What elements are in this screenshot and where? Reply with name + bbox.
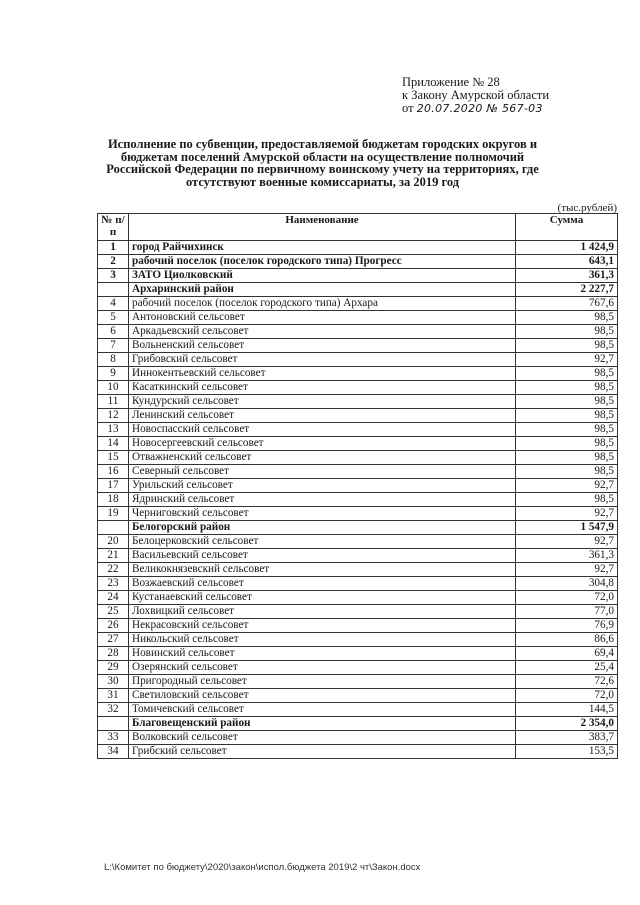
- table-row: [98, 311, 618, 325]
- row-sum: 383,7: [516, 731, 618, 745]
- row-sum: 767,6: [516, 297, 618, 311]
- row-name: Кустанаевский сельсовет: [129, 591, 516, 605]
- table-row: [98, 535, 618, 549]
- row-number: 16: [98, 465, 129, 479]
- row-name: Касаткинский сельсовет: [129, 381, 516, 395]
- row-sum: 98,5: [516, 437, 618, 451]
- row-sum: 361,3: [516, 269, 618, 283]
- row-sum: 92,7: [516, 507, 618, 521]
- row-sum: 92,7: [516, 535, 618, 549]
- row-number: 30: [98, 675, 129, 689]
- row-sum: 92,7: [516, 479, 618, 493]
- table-row: [98, 661, 618, 675]
- row-name: ЗАТО Циолковский: [129, 269, 516, 283]
- row-sum: 643,1: [516, 255, 618, 269]
- row-number: 32: [98, 703, 129, 717]
- row-sum: 153,5: [516, 745, 618, 759]
- table-row: [98, 521, 618, 535]
- row-number: 17: [98, 479, 129, 493]
- header-sum: Сумма: [516, 214, 618, 241]
- row-sum: 1 547,9: [516, 521, 618, 535]
- row-number: 12: [98, 409, 129, 423]
- row-number: 11: [98, 395, 129, 409]
- row-name: Отважненский сельсовет: [129, 451, 516, 465]
- row-name: Новинский сельсовет: [129, 647, 516, 661]
- table-row: [98, 549, 618, 563]
- table-body: [98, 241, 618, 759]
- table-row: [98, 395, 618, 409]
- row-name: город Райчихинск: [129, 241, 516, 255]
- row-number: 6: [98, 325, 129, 339]
- table-row: [98, 367, 618, 381]
- row-name: Волковский сельсовет: [129, 731, 516, 745]
- row-sum: 92,7: [516, 353, 618, 367]
- row-name: Кундурский сельсовет: [129, 395, 516, 409]
- table-row: [98, 563, 618, 577]
- row-number: 26: [98, 619, 129, 633]
- table-row: [98, 409, 618, 423]
- row-number: 8: [98, 353, 129, 367]
- row-number: 25: [98, 605, 129, 619]
- row-name: Вольненский сельсовет: [129, 339, 516, 353]
- appendix-law: к Закону Амурской области: [402, 88, 550, 102]
- table-row: [98, 479, 618, 493]
- row-number: [98, 283, 129, 297]
- table-row: [98, 255, 618, 269]
- row-name: Грибский сельсовет: [129, 745, 516, 759]
- table-row: [98, 283, 618, 297]
- table-row: [98, 465, 618, 479]
- row-number: 24: [98, 591, 129, 605]
- row-sum: 98,5: [516, 451, 618, 465]
- row-number: 1: [98, 241, 129, 255]
- row-sum: 25,4: [516, 661, 618, 675]
- row-name: Пригородный сельсовет: [129, 675, 516, 689]
- table-row: [98, 605, 618, 619]
- row-name: Новоспасский сельсовет: [129, 423, 516, 437]
- row-name: Аркадьевский сельсовет: [129, 325, 516, 339]
- row-name: Белогорский район: [129, 521, 516, 535]
- row-name: Возжаевский сельсовет: [129, 577, 516, 591]
- row-number: [98, 521, 129, 535]
- row-sum: 77,0: [516, 605, 618, 619]
- row-sum: 98,5: [516, 409, 618, 423]
- row-number: 13: [98, 423, 129, 437]
- table-row: [98, 325, 618, 339]
- row-name: Антоновский сельсовет: [129, 311, 516, 325]
- table-row: [98, 577, 618, 591]
- table-row: [98, 269, 618, 283]
- row-name: Томичевский сельсовет: [129, 703, 516, 717]
- row-sum: 92,7: [516, 563, 618, 577]
- row-sum: 1 424,9: [516, 241, 618, 255]
- row-sum: 2 227,7: [516, 283, 618, 297]
- row-number: 27: [98, 633, 129, 647]
- row-sum: 144,5: [516, 703, 618, 717]
- row-number: 14: [98, 437, 129, 451]
- row-number: [98, 717, 129, 731]
- row-sum: 98,5: [516, 311, 618, 325]
- row-sum: 86,6: [516, 633, 618, 647]
- table-row: [98, 507, 618, 521]
- row-number: 20: [98, 535, 129, 549]
- appendix-number: Приложение № 28: [402, 75, 500, 89]
- table-row: [98, 703, 618, 717]
- row-name: Озерянский сельсовет: [129, 661, 516, 675]
- subvention-table: [97, 213, 618, 759]
- row-name: Некрасовский сельсовет: [129, 619, 516, 633]
- table-row: [98, 591, 618, 605]
- row-number: 3: [98, 269, 129, 283]
- row-sum: 98,5: [516, 465, 618, 479]
- table-header-row: [98, 214, 618, 241]
- table-row: [98, 423, 618, 437]
- row-number: 33: [98, 731, 129, 745]
- row-sum: 361,3: [516, 549, 618, 563]
- table-row: [98, 689, 618, 703]
- row-sum: 98,5: [516, 339, 618, 353]
- row-number: 29: [98, 661, 129, 675]
- row-number: 31: [98, 689, 129, 703]
- row-name: Светиловский сельсовет: [129, 689, 516, 703]
- row-number: 5: [98, 311, 129, 325]
- appendix-date-prefix: от: [402, 101, 414, 115]
- row-name: Никольский сельсовет: [129, 633, 516, 647]
- row-name: Урильский сельсовет: [129, 479, 516, 493]
- row-sum: 98,5: [516, 325, 618, 339]
- file-path-footer: L:\Комитет по бюджету\2020\закон\испол.бюджета 2019\2 чт\Закон.docx: [104, 862, 421, 873]
- appendix-date: [402, 102, 549, 115]
- row-sum: 98,5: [516, 423, 618, 437]
- row-name: Благовещенский район: [129, 717, 516, 731]
- appendix-date-handwritten: 20.07.2020 № 567-03: [416, 102, 543, 115]
- row-sum: 72,0: [516, 689, 618, 703]
- table-row: [98, 381, 618, 395]
- table-row: [98, 731, 618, 745]
- units-label: (тыс.рублей): [557, 202, 617, 214]
- table-row: [98, 339, 618, 353]
- row-number: 2: [98, 255, 129, 269]
- table-row: [98, 493, 618, 507]
- row-name: Васильевский сельсовет: [129, 549, 516, 563]
- row-name: рабочий поселок (поселок городского типа) Архара: [129, 297, 516, 311]
- row-name: Северный сельсовет: [129, 465, 516, 479]
- table-row: [98, 633, 618, 647]
- header-name: Наименование: [129, 214, 516, 241]
- table-row: [98, 619, 618, 633]
- document-title: Исполнение по субвенции, предоставляемой бюджетам городских округов и бюджетам поселений Амурской области на осуществление полномочий Российской Федерации по первичному воинскому учету на территориях, где отсутствуют военные комиссариаты, за 2019 год: [106, 137, 539, 189]
- row-number: 34: [98, 745, 129, 759]
- row-number: 22: [98, 563, 129, 577]
- row-sum: 98,5: [516, 367, 618, 381]
- row-number: 21: [98, 549, 129, 563]
- row-number: 18: [98, 493, 129, 507]
- row-name: Белоцерковский сельсовет: [129, 535, 516, 549]
- row-name: рабочий поселок (поселок городского типа) Прогресс: [129, 255, 516, 269]
- row-name: Лохвицкий сельсовет: [129, 605, 516, 619]
- table-row: [98, 437, 618, 451]
- row-sum: 98,5: [516, 395, 618, 409]
- row-number: 4: [98, 297, 129, 311]
- row-name: Архаринский район: [129, 283, 516, 297]
- header-number: № п/п: [98, 214, 129, 241]
- table-row: [98, 353, 618, 367]
- table-row: [98, 297, 618, 311]
- row-number: 19: [98, 507, 129, 521]
- table-row: [98, 745, 618, 759]
- row-name: Черниговский сельсовет: [129, 507, 516, 521]
- table-row: [98, 241, 618, 255]
- row-number: 10: [98, 381, 129, 395]
- row-name: Ядринский сельсовет: [129, 493, 516, 507]
- row-name: Ленинский сельсовет: [129, 409, 516, 423]
- appendix-header: [402, 76, 549, 115]
- row-number: 15: [98, 451, 129, 465]
- row-sum: 98,5: [516, 493, 618, 507]
- row-name: Новосергеевский сельсовет: [129, 437, 516, 451]
- row-sum: 72,0: [516, 591, 618, 605]
- row-sum: 2 354,0: [516, 717, 618, 731]
- row-name: Грибовский сельсовет: [129, 353, 516, 367]
- row-number: 23: [98, 577, 129, 591]
- row-number: 7: [98, 339, 129, 353]
- table-row: [98, 647, 618, 661]
- row-sum: 72,6: [516, 675, 618, 689]
- row-number: 9: [98, 367, 129, 381]
- row-sum: 69,4: [516, 647, 618, 661]
- row-sum: 304,8: [516, 577, 618, 591]
- row-name: Великокнязевский сельсовет: [129, 563, 516, 577]
- row-name: Иннокентьевский сельсовет: [129, 367, 516, 381]
- table-row: [98, 451, 618, 465]
- row-sum: 98,5: [516, 381, 618, 395]
- table-row: [98, 675, 618, 689]
- row-number: 28: [98, 647, 129, 661]
- table-row: [98, 717, 618, 731]
- row-sum: 76,9: [516, 619, 618, 633]
